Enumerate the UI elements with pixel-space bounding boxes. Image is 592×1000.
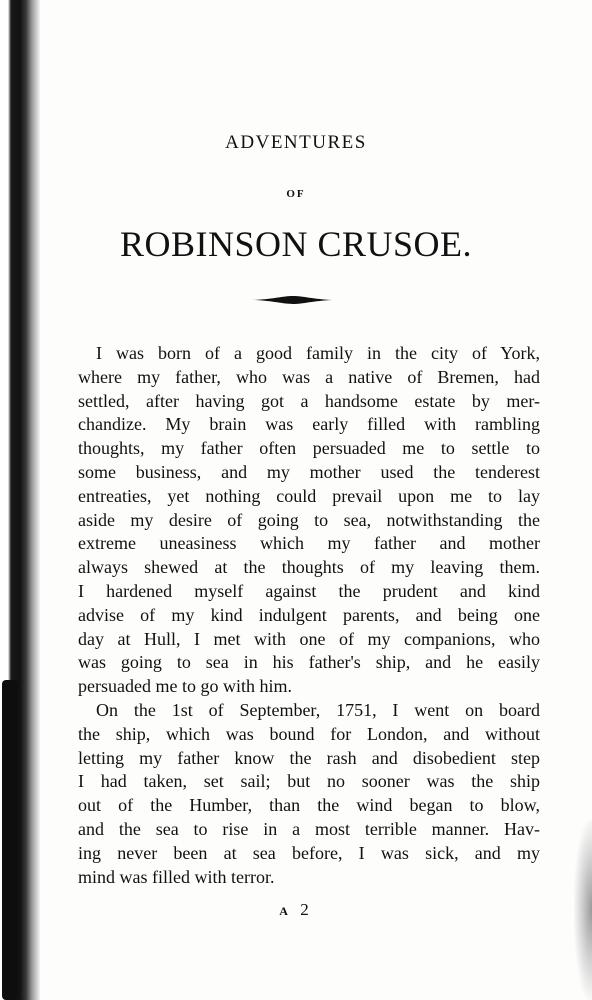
- text-line: ing never been at sea before, I was sick, and my: [78, 842, 540, 863]
- text-line: aside my desire of going to sea, notwithstanding the: [78, 509, 540, 530]
- signature-number: 2: [300, 900, 313, 919]
- title-of: OF: [286, 188, 306, 200]
- text-line: day at Hull, I met with one of my companions, who: [78, 628, 540, 649]
- text-line: thoughts, my father often persuaded me to settle to: [78, 438, 540, 459]
- signature-mark: [0, 900, 592, 920]
- text-line: chandize. My brain was early filled with rambling: [78, 414, 540, 435]
- text-line: I was born of a good family in the city of York,: [96, 343, 540, 363]
- text-line: settled, after having got a handsome estate by mer-: [78, 390, 540, 411]
- signature-letter: A: [279, 904, 292, 918]
- text-line: and the sea to rise in a most terrible manner. Hav-: [78, 818, 540, 839]
- title-robinson-crusoe: ROBINSON CRUSOE.: [119, 224, 473, 264]
- text-line: always shewed at the thoughts of my leaving them.: [78, 557, 540, 578]
- text-line: some business, and my mother used the tenderest: [78, 461, 540, 482]
- text-line: On the 1st of September, 1751, I went on board: [96, 699, 540, 720]
- text-line: entreaties, yet nothing could prevail upon me to lay: [78, 485, 540, 506]
- text-line: persuaded me to go with him.: [78, 676, 292, 697]
- text-line: advise of my kind indulgent parents, and being one: [78, 604, 540, 625]
- text-line: the ship, which was bound for London, and without: [78, 723, 540, 744]
- text-line: out of the Humber, than the wind began to blow,: [78, 795, 540, 816]
- title-adventures: ADVENTURES: [225, 132, 367, 153]
- text-line: I had taken, set sail; but no sooner was the ship: [78, 771, 540, 792]
- text-line: mind was filled with terror.: [78, 866, 275, 887]
- text-line: extreme uneasiness which my father and mother: [78, 533, 540, 554]
- text-line: I hardened myself against the prudent and kind: [78, 580, 540, 601]
- text-line: letting my father know the rash and disobedient step: [78, 747, 540, 768]
- binding-shadow: [2, 680, 18, 1000]
- ornamental-rule-icon: [253, 295, 333, 305]
- text-line: was going to sea in his father's ship, and he easily: [78, 652, 540, 673]
- body-text: [78, 342, 540, 889]
- text-line: where my father, who was a native of Bremen, had: [78, 366, 540, 387]
